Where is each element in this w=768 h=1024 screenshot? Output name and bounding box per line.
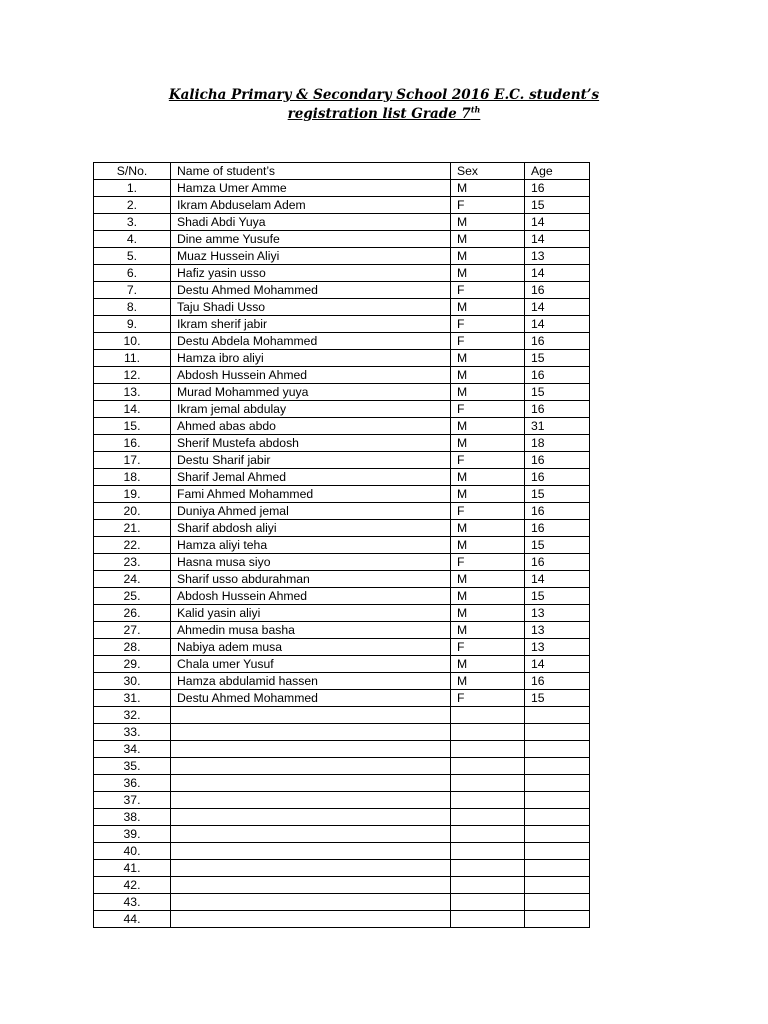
cell-sn: 27. — [94, 622, 171, 639]
table-row — [94, 401, 590, 418]
cell-name — [171, 894, 451, 911]
table-row — [94, 367, 590, 384]
cell-age — [525, 741, 590, 758]
cell-sex: M — [451, 469, 525, 486]
cell-sex: F — [451, 197, 525, 214]
cell-sex: M — [451, 248, 525, 265]
cell-name — [171, 775, 451, 792]
cell-sn: 29. — [94, 656, 171, 673]
cell-sex — [451, 826, 525, 843]
cell-age — [525, 911, 590, 928]
cell-name — [171, 707, 451, 724]
cell-sn: 15. — [94, 418, 171, 435]
cell-sn: 36. — [94, 775, 171, 792]
table-header-row — [94, 163, 590, 180]
cell-name: Duniya Ahmed jemal — [171, 503, 451, 520]
cell-sex — [451, 775, 525, 792]
cell-name — [171, 911, 451, 928]
cell-sex: M — [451, 265, 525, 282]
cell-name — [171, 741, 451, 758]
cell-sn: 14. — [94, 401, 171, 418]
cell-sn: 33. — [94, 724, 171, 741]
cell-age: 15 — [525, 537, 590, 554]
cell-sn: 22. — [94, 537, 171, 554]
cell-sn: 44. — [94, 911, 171, 928]
cell-sex: F — [451, 333, 525, 350]
cell-sex: F — [451, 401, 525, 418]
cell-name: Dine amme Yusufe — [171, 231, 451, 248]
cell-sex: M — [451, 367, 525, 384]
table-row — [94, 588, 590, 605]
table-row — [94, 452, 590, 469]
table-row — [94, 741, 590, 758]
table-row — [94, 197, 590, 214]
cell-sex — [451, 724, 525, 741]
cell-name: Ikram jemal abdulay — [171, 401, 451, 418]
cell-sn: 8. — [94, 299, 171, 316]
cell-age — [525, 707, 590, 724]
document-title — [0, 86, 768, 124]
cell-sex — [451, 894, 525, 911]
table-row — [94, 248, 590, 265]
cell-name — [171, 792, 451, 809]
cell-sn: 39. — [94, 826, 171, 843]
cell-sex: F — [451, 282, 525, 299]
cell-sn: 18. — [94, 469, 171, 486]
cell-sex — [451, 911, 525, 928]
cell-name: Ahmedin musa basha — [171, 622, 451, 639]
table-row — [94, 673, 590, 690]
cell-sn: 5. — [94, 248, 171, 265]
cell-age: 16 — [525, 503, 590, 520]
cell-sn: 28. — [94, 639, 171, 656]
cell-age: 16 — [525, 282, 590, 299]
table-row — [94, 537, 590, 554]
cell-age: 15 — [525, 588, 590, 605]
cell-age: 15 — [525, 197, 590, 214]
table-row — [94, 571, 590, 588]
table-row — [94, 418, 590, 435]
cell-name: Sharif usso abdurahman — [171, 571, 451, 588]
table-row — [94, 282, 590, 299]
cell-sex — [451, 877, 525, 894]
cell-sex — [451, 860, 525, 877]
cell-sn: 17. — [94, 452, 171, 469]
cell-sn: 31. — [94, 690, 171, 707]
cell-name: Ahmed abas abdo — [171, 418, 451, 435]
cell-age: 16 — [525, 333, 590, 350]
table-row — [94, 503, 590, 520]
cell-age: 14 — [525, 231, 590, 248]
table-row — [94, 384, 590, 401]
table-row — [94, 486, 590, 503]
cell-age: 31 — [525, 418, 590, 435]
cell-sn: 42. — [94, 877, 171, 894]
table-row — [94, 231, 590, 248]
cell-sex: M — [451, 180, 525, 197]
cell-name: Hamza ibro aliyi — [171, 350, 451, 367]
cell-name: Sharif Jemal Ahmed — [171, 469, 451, 486]
table-row — [94, 554, 590, 571]
table-row — [94, 843, 590, 860]
table-row — [94, 877, 590, 894]
cell-age: 14 — [525, 571, 590, 588]
cell-age: 14 — [525, 299, 590, 316]
cell-age — [525, 894, 590, 911]
cell-name: Sherif Mustefa abdosh — [171, 435, 451, 452]
cell-age: 14 — [525, 214, 590, 231]
cell-name: Hamza abdulamid hassen — [171, 673, 451, 690]
table-row — [94, 809, 590, 826]
cell-sn: 9. — [94, 316, 171, 333]
table-row — [94, 520, 590, 537]
cell-name: Sharif abdosh aliyi — [171, 520, 451, 537]
cell-name: Muaz Hussein Aliyi — [171, 248, 451, 265]
cell-sn: 30. — [94, 673, 171, 690]
cell-age — [525, 843, 590, 860]
table-body — [94, 180, 590, 928]
cell-sn: 23. — [94, 554, 171, 571]
cell-sn: 10. — [94, 333, 171, 350]
table-row — [94, 860, 590, 877]
cell-age: 13 — [525, 639, 590, 656]
cell-sn: 37. — [94, 792, 171, 809]
cell-sn: 21. — [94, 520, 171, 537]
cell-sex: M — [451, 537, 525, 554]
cell-sex: F — [451, 554, 525, 571]
cell-age: 16 — [525, 367, 590, 384]
cell-sn: 11. — [94, 350, 171, 367]
cell-age — [525, 860, 590, 877]
cell-age: 15 — [525, 486, 590, 503]
cell-sex — [451, 843, 525, 860]
table-row — [94, 894, 590, 911]
cell-sex: F — [451, 316, 525, 333]
title-line-1: Kalicha Primary & Secondary School 2016 E.C. student’s — [168, 87, 600, 103]
cell-sex: F — [451, 639, 525, 656]
cell-sn: 40. — [94, 843, 171, 860]
cell-name — [171, 860, 451, 877]
header-sex: Sex — [451, 163, 525, 180]
cell-age: 16 — [525, 520, 590, 537]
cell-name: Destu Ahmed Mohammed — [171, 282, 451, 299]
table-row — [94, 639, 590, 656]
cell-name — [171, 758, 451, 775]
cell-name: Hamza aliyi teha — [171, 537, 451, 554]
table-row — [94, 350, 590, 367]
title-line-2 — [0, 105, 768, 124]
cell-sex: M — [451, 486, 525, 503]
cell-name: Taju Shadi Usso — [171, 299, 451, 316]
table-row — [94, 826, 590, 843]
cell-sex: M — [451, 622, 525, 639]
cell-sex — [451, 707, 525, 724]
registration-table — [93, 162, 590, 928]
cell-sex: M — [451, 571, 525, 588]
cell-age: 16 — [525, 180, 590, 197]
cell-age: 14 — [525, 656, 590, 673]
cell-sex — [451, 758, 525, 775]
cell-age: 15 — [525, 384, 590, 401]
cell-sex: M — [451, 214, 525, 231]
table-row — [94, 180, 590, 197]
cell-age: 16 — [525, 554, 590, 571]
cell-name: Abdosh Hussein Ahmed — [171, 367, 451, 384]
cell-sex: M — [451, 299, 525, 316]
cell-sn: 35. — [94, 758, 171, 775]
cell-age: 14 — [525, 265, 590, 282]
cell-sex: M — [451, 384, 525, 401]
table-row — [94, 333, 590, 350]
cell-name — [171, 877, 451, 894]
table-row — [94, 214, 590, 231]
table-row — [94, 316, 590, 333]
table-row — [94, 792, 590, 809]
table-row — [94, 690, 590, 707]
cell-age: 13 — [525, 605, 590, 622]
cell-age: 16 — [525, 401, 590, 418]
cell-sex: M — [451, 350, 525, 367]
cell-name: Destu Sharif jabir — [171, 452, 451, 469]
cell-sex: M — [451, 605, 525, 622]
table-row — [94, 707, 590, 724]
cell-age: 13 — [525, 248, 590, 265]
table-row — [94, 724, 590, 741]
cell-name: Destu Ahmed Mohammed — [171, 690, 451, 707]
cell-age: 16 — [525, 452, 590, 469]
cell-name — [171, 826, 451, 843]
cell-age: 15 — [525, 690, 590, 707]
cell-name: Abdosh Hussein Ahmed — [171, 588, 451, 605]
cell-sn: 4. — [94, 231, 171, 248]
cell-age — [525, 758, 590, 775]
cell-sn: 25. — [94, 588, 171, 605]
cell-age — [525, 775, 590, 792]
cell-sn: 19. — [94, 486, 171, 503]
cell-sex: F — [451, 503, 525, 520]
table-row — [94, 775, 590, 792]
cell-sn: 20. — [94, 503, 171, 520]
cell-name: Destu Abdela Mohammed — [171, 333, 451, 350]
table-row — [94, 469, 590, 486]
cell-sn: 34. — [94, 741, 171, 758]
cell-name — [171, 843, 451, 860]
cell-name: Kalid yasin aliyi — [171, 605, 451, 622]
table-row — [94, 758, 590, 775]
cell-name: Hamza Umer Amme — [171, 180, 451, 197]
table-row — [94, 299, 590, 316]
cell-sn: 1. — [94, 180, 171, 197]
cell-name: Ikram sherif jabir — [171, 316, 451, 333]
cell-age: 13 — [525, 622, 590, 639]
cell-age: 15 — [525, 350, 590, 367]
cell-sn: 43. — [94, 894, 171, 911]
cell-sn: 32. — [94, 707, 171, 724]
cell-name: Chala umer Yusuf — [171, 656, 451, 673]
cell-age — [525, 792, 590, 809]
table-row — [94, 265, 590, 282]
cell-sex: M — [451, 231, 525, 248]
cell-sn: 13. — [94, 384, 171, 401]
cell-sn: 3. — [94, 214, 171, 231]
cell-sn: 12. — [94, 367, 171, 384]
cell-sex: F — [451, 452, 525, 469]
cell-name — [171, 809, 451, 826]
title-line-2-superscript: th — [470, 104, 481, 115]
cell-sn: 2. — [94, 197, 171, 214]
title-line-2-text: registration list Grade 7 — [287, 106, 471, 122]
cell-sn: 16. — [94, 435, 171, 452]
table-row — [94, 605, 590, 622]
cell-sex — [451, 809, 525, 826]
cell-sn: 26. — [94, 605, 171, 622]
cell-name: Hasna musa siyo — [171, 554, 451, 571]
header-name: Name of student’s — [171, 163, 451, 180]
cell-sn: 6. — [94, 265, 171, 282]
cell-name: Nabiya adem musa — [171, 639, 451, 656]
cell-sex: M — [451, 673, 525, 690]
header-sn: S/No. — [94, 163, 171, 180]
table-row — [94, 656, 590, 673]
cell-sex — [451, 741, 525, 758]
cell-sex: M — [451, 520, 525, 537]
cell-sex: M — [451, 588, 525, 605]
cell-age — [525, 826, 590, 843]
cell-age: 14 — [525, 316, 590, 333]
table-row — [94, 911, 590, 928]
cell-sex: M — [451, 435, 525, 452]
cell-name: Ikram Abduselam Adem — [171, 197, 451, 214]
cell-name: Murad Mohammed yuya — [171, 384, 451, 401]
cell-sn: 38. — [94, 809, 171, 826]
cell-name — [171, 724, 451, 741]
cell-sex: M — [451, 656, 525, 673]
cell-age — [525, 724, 590, 741]
cell-sex: M — [451, 418, 525, 435]
cell-name: Shadi Abdi Yuya — [171, 214, 451, 231]
cell-age: 16 — [525, 673, 590, 690]
cell-sn: 41. — [94, 860, 171, 877]
table-row — [94, 435, 590, 452]
header-age: Age — [525, 163, 590, 180]
cell-sn: 24. — [94, 571, 171, 588]
cell-age: 18 — [525, 435, 590, 452]
cell-sex: F — [451, 690, 525, 707]
table-row — [94, 622, 590, 639]
cell-age — [525, 809, 590, 826]
cell-sex — [451, 792, 525, 809]
cell-name: Hafiz yasin usso — [171, 265, 451, 282]
cell-sn: 7. — [94, 282, 171, 299]
cell-age: 16 — [525, 469, 590, 486]
cell-age — [525, 877, 590, 894]
cell-name: Fami Ahmed Mohammed — [171, 486, 451, 503]
